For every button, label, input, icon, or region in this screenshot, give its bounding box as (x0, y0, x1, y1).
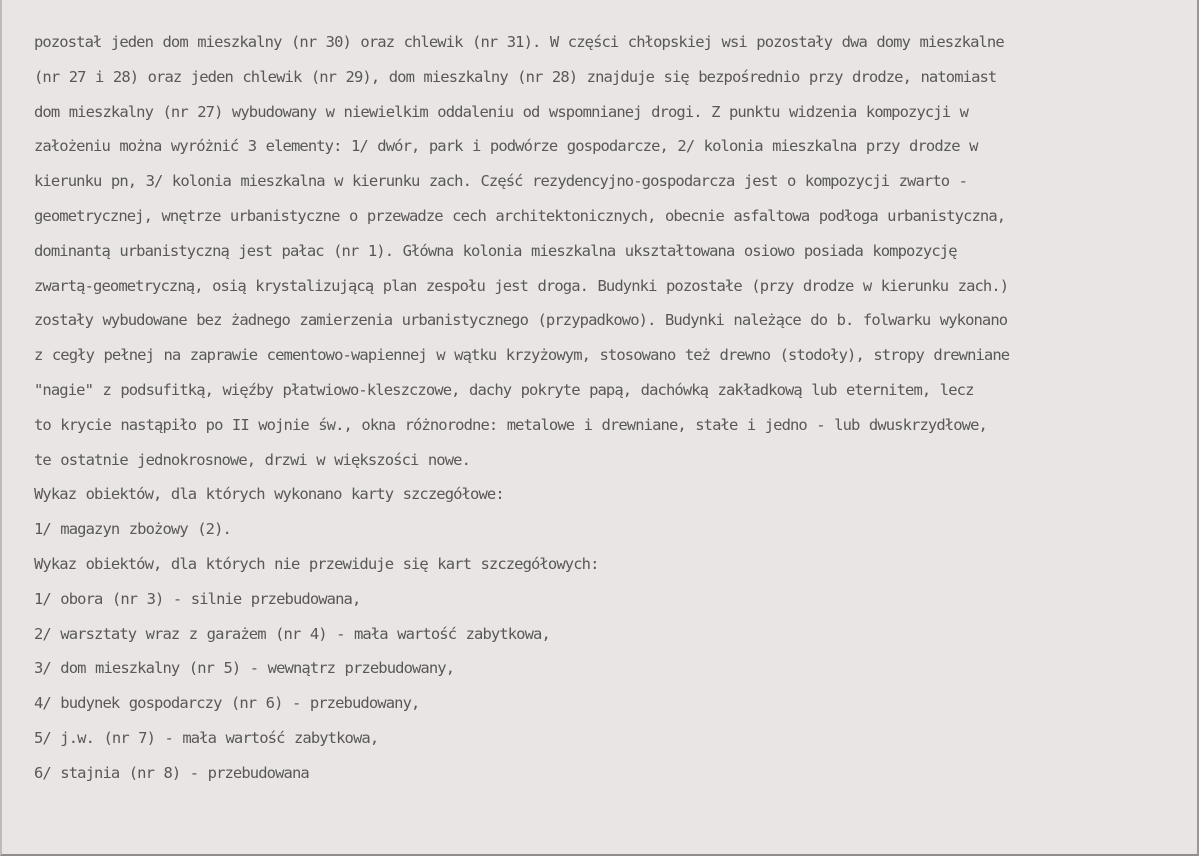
text-line: zwartą-geometryczną, osią krystalizującą plan zespołu jest droga. Budynki pozostałe (przy drodze w kierunku zach.) (34, 276, 1009, 295)
list-item: 1/ magazyn zbożowy (2). (34, 520, 231, 539)
list-item: 4/ budynek gospodarczy (nr 6) - przebudowany, (34, 694, 420, 713)
list-item: 3/ dom mieszkalny (nr 5) - wewnątrz przebudowany, (34, 659, 455, 678)
text-line: zostały wybudowane bez żadnego zamierzenia urbanistycznego (przypadkowo). Budynki należące do b. folwarku wykonano (34, 311, 1008, 330)
document-body (34, 28, 1194, 794)
text-line: pozostał jeden dom mieszkalny (nr 30) oraz chlewik (nr 31). W części chłopskiej wsi pozostały dwa domy mieszkalne (34, 33, 1004, 51)
text-line: dominantą urbanistyczną jest pałac (nr 1). Główna kolonia mieszkalna ukształtowana osiowo posiada kompozycję (34, 241, 957, 260)
text-line: "nagie" z podsufitką, więźby płatwiowo-kleszczowe, dachy pokryte papą, dachówką zakładkową lub eternitem, lecz (34, 380, 974, 399)
list-heading: Wykaz obiektów, dla których wykonano karty szczegółowe: (34, 485, 504, 504)
text-line: te ostatnie jednokrosnowe, drzwi w większości nowe. (34, 450, 471, 469)
text-line: kierunku pn, 3/ kolonia mieszkalna w kierunku zach. Część rezydencyjno-gospodarcza jest o kompozycji zwarto - (34, 172, 968, 191)
list-item: 5/ j.w. (nr 7) - mała wartość zabytkowa, (34, 728, 379, 747)
list-heading: Wykaz obiektów, dla których nie przewiduje się kart szczegółowych: (34, 554, 599, 573)
list-item: 1/ obora (nr 3) - silnie przebudowana, (34, 589, 361, 608)
text-line: (nr 27 i 28) oraz jeden chlewik (nr 29), dom mieszkalny (nr 28) znajduje się bezpośrednio przy drodze, natomiast (34, 67, 997, 86)
text-line: geometrycznej, wnętrze urbanistyczne o przewadze cech architektonicznych, obecnie asfaltowa podłoga urbanistyczna, (34, 206, 1006, 225)
text-line: dom mieszkalny (nr 27) wybudowany w niewielkim oddaleniu od wspomnianej drogi. Z punktu widzenia kompozycji w (34, 102, 969, 121)
text-line: z cegły pełnej na zaprawie cementowo-wapiennej w wątku krzyżowym, stosowano też drewno (stodoły), stropy drewniane (34, 346, 1010, 365)
text-line: założeniu można wyróżnić 3 elementy: 1/ dwór, park i podwórze gospodarcze, 2/ kolonia mieszkalna przy drodze w (34, 137, 978, 156)
list-item: 2/ warsztaty wraz z garażem (nr 4) - mała wartość zabytkowa, (34, 624, 550, 643)
list-item: 6/ stajnia (nr 8) - przebudowana (34, 763, 309, 782)
text-line: to krycie nastąpiło po II wojnie św., okna różnorodne: metalowe i drewniane, stałe i jedno - lub dwuskrzydłowe, (34, 415, 987, 434)
